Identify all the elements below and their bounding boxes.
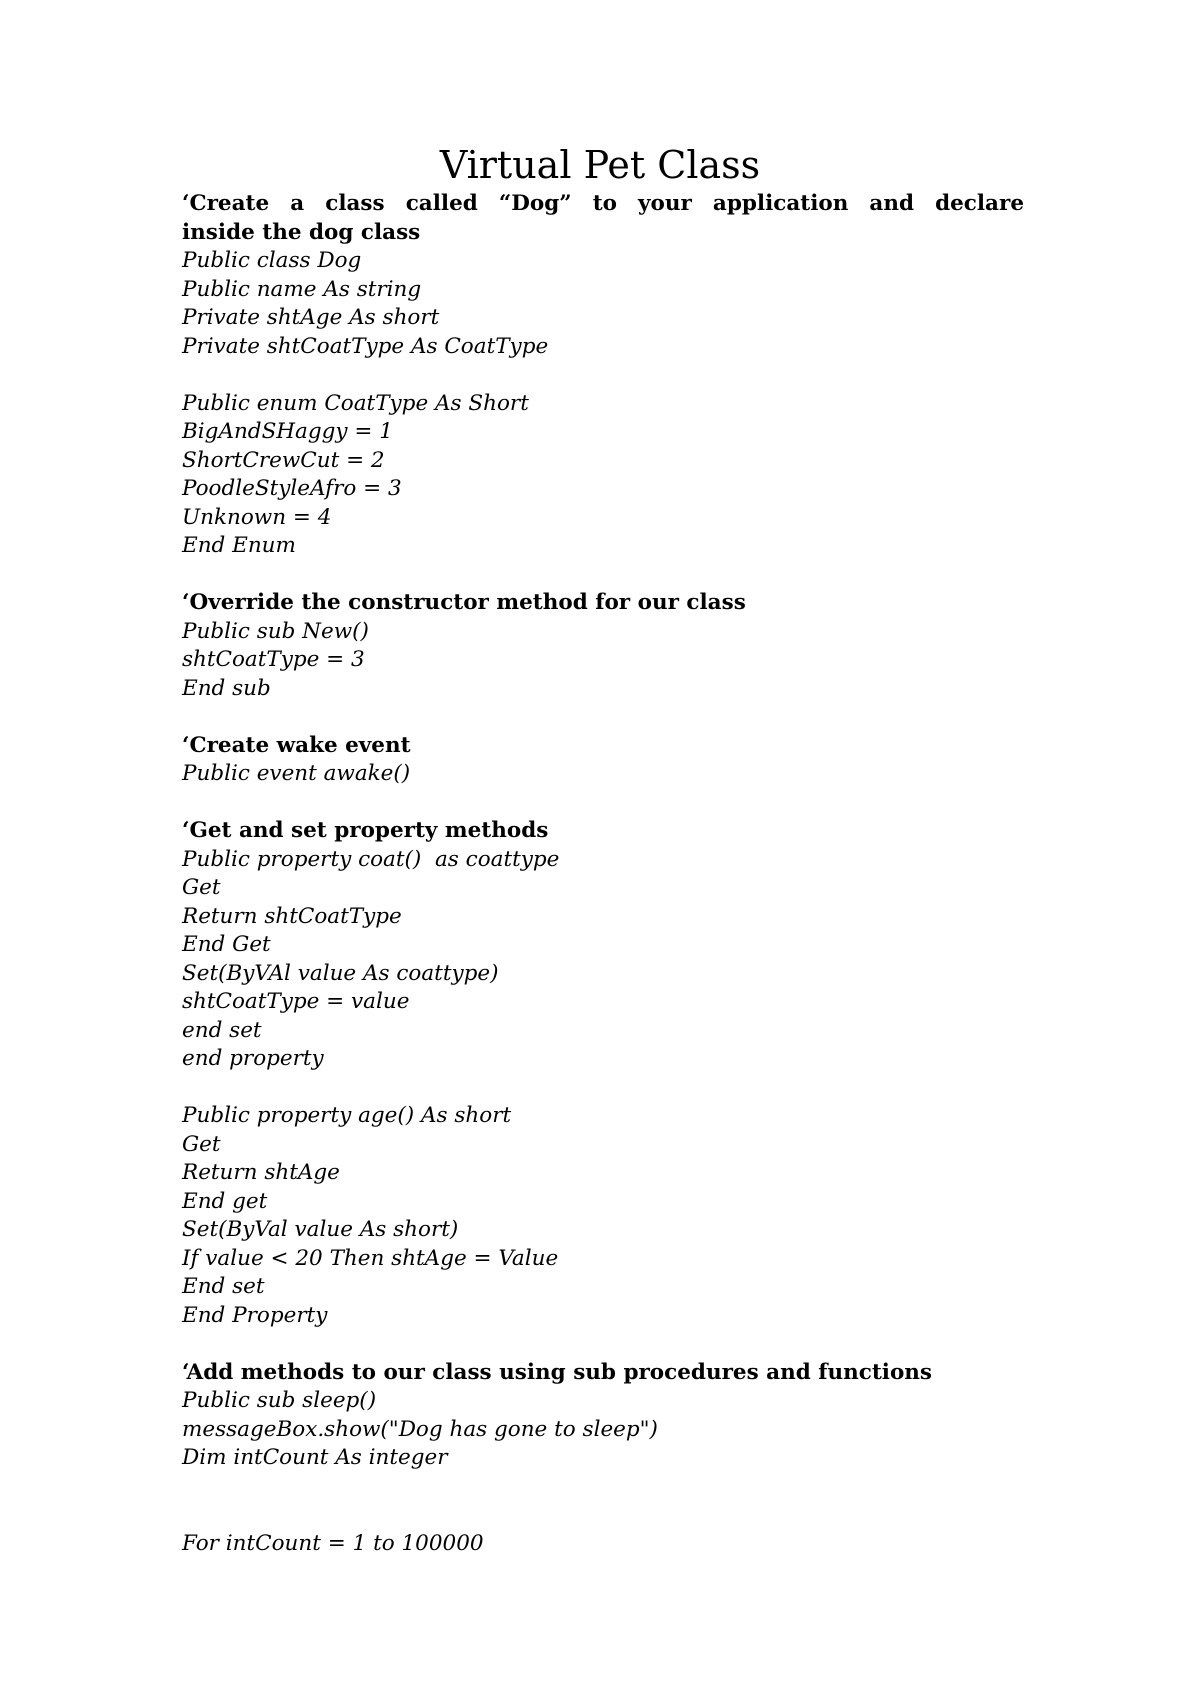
code-line: If value < 20 Then shtAge = Value — [182, 1245, 559, 1271]
section-heading-create-class: ‘Create a class called “Dog” to your application and declare — [182, 191, 1024, 216]
code-line: Public name As string — [182, 276, 422, 302]
code-line: Public property age() As short — [182, 1103, 512, 1128]
code-line: End set — [182, 1274, 265, 1299]
code-line: shtCoatType = value — [182, 989, 410, 1014]
code-line: Private shtCoatType As CoatType — [182, 333, 549, 359]
code-line: Private shtAge As short — [182, 305, 440, 330]
code-line: End sub — [182, 675, 271, 701]
code-line: Set(ByVAl value As coattype) — [182, 960, 499, 986]
section-heading-constructor: ‘Override the constructor method for our class — [182, 590, 746, 615]
document-body — [182, 190, 1024, 1558]
section-heading-property-methods: ‘Get and set property methods — [182, 818, 549, 843]
code-line: End Enum — [182, 533, 296, 558]
code-line: Public class Dog — [182, 248, 362, 273]
spacer — [182, 1473, 1024, 1530]
code-line: Dim intCount As integer — [182, 1445, 448, 1470]
code-line: End Get — [182, 932, 271, 957]
code-line: Public enum CoatType As Short — [182, 390, 529, 416]
spacer — [182, 1330, 1024, 1359]
code-line: Get — [182, 875, 221, 900]
section-heading-create-class-cont: inside the dog class — [182, 219, 421, 245]
code-line: Set(ByVal value As short) — [182, 1217, 459, 1242]
code-line: Public property coat() as coattype — [182, 846, 560, 872]
code-line: Public sub sleep() — [182, 1388, 377, 1413]
code-line: shtCoatType = 3 — [182, 647, 365, 672]
code-line: Unknown = 4 — [182, 504, 332, 530]
code-line: Public event awake() — [182, 761, 411, 786]
section-heading-wake-event: ‘Create wake event — [182, 732, 411, 758]
document-title: Virtual Pet Class — [439, 143, 761, 187]
code-line: PoodleStyleAfro = 3 — [182, 476, 402, 501]
section-heading-methods: ‘Add methods to our class using sub procedures and functions — [182, 1359, 933, 1385]
code-line: Return shtCoatType — [182, 903, 402, 929]
spacer — [182, 561, 1024, 590]
code-line: End get — [182, 1188, 268, 1214]
code-line: messageBox.show("Dog has gone to sleep") — [182, 1416, 658, 1442]
code-line: For intCount = 1 to 100000 — [182, 1530, 484, 1556]
code-line: ShortCrewCut = 2 — [182, 447, 385, 473]
spacer — [182, 789, 1024, 818]
code-line: end set — [182, 1017, 262, 1043]
spacer — [182, 361, 1024, 390]
code-line: BigAndSHaggy = 1 — [182, 419, 393, 444]
spacer — [182, 703, 1024, 732]
code-line: Public sub New() — [182, 618, 369, 644]
code-line: End Property — [182, 1302, 328, 1328]
code-line: end property — [182, 1046, 324, 1071]
code-line: Get — [182, 1131, 221, 1157]
spacer — [182, 1074, 1024, 1103]
code-line: Return shtAge — [182, 1160, 340, 1185]
